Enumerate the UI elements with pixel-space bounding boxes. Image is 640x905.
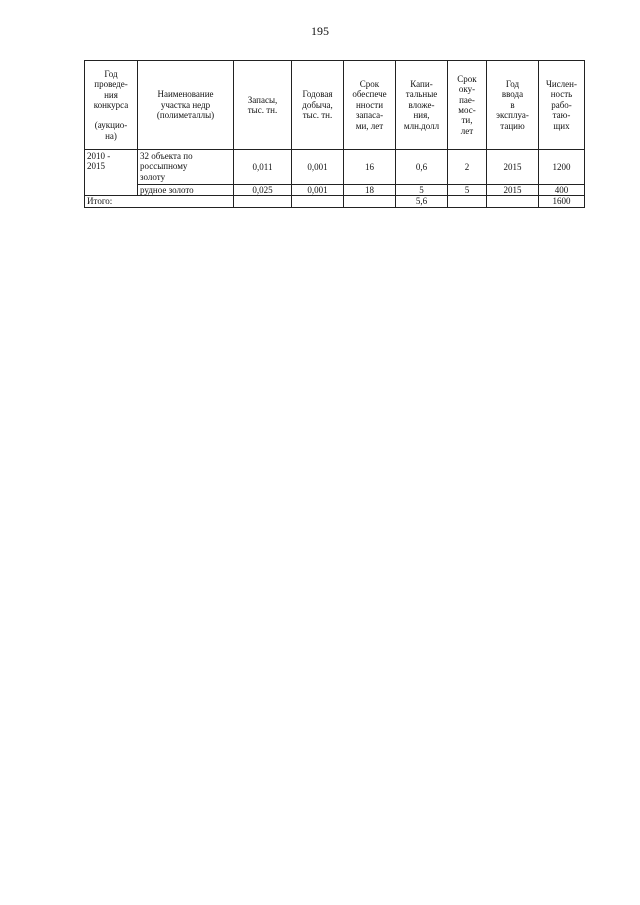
cell-payback: 2 bbox=[448, 150, 487, 185]
total-reserves bbox=[234, 196, 292, 207]
table-row bbox=[85, 150, 585, 185]
header-capital: Капи- тальные вложе- ния, млн.долл bbox=[396, 61, 448, 150]
total-payback bbox=[448, 196, 487, 207]
header-name: Наименование участка недр (полиметаллы) bbox=[138, 61, 234, 150]
cell-supply: 18 bbox=[344, 185, 396, 196]
cell-staff: 1200 bbox=[539, 150, 585, 185]
table-row bbox=[85, 185, 585, 196]
cell-annual: 0,001 bbox=[292, 150, 344, 185]
header-annual: Годовая добыча, тыс. тн. bbox=[292, 61, 344, 150]
header-row bbox=[85, 61, 585, 150]
cell-commission: 2015 bbox=[487, 185, 539, 196]
header-staff: Числен- ность рабо- таю- щих bbox=[539, 61, 585, 150]
cell-name: 32 объекта по россыпному золоту bbox=[138, 150, 234, 185]
header-supply: Срок обеспече нности запаса- ми, лет bbox=[344, 61, 396, 150]
cell-capital: 0,6 bbox=[396, 150, 448, 185]
cell-reserves: 0,011 bbox=[234, 150, 292, 185]
header-commission: Год ввода в эксплуа- тацию bbox=[487, 61, 539, 150]
cell-commission: 2015 bbox=[487, 150, 539, 185]
cell-year: 2010 - 2015 bbox=[85, 150, 138, 196]
page-number: 195 bbox=[311, 24, 329, 38]
total-row bbox=[85, 196, 585, 207]
total-staff: 1600 bbox=[539, 196, 585, 207]
cell-name: рудное золото bbox=[138, 185, 234, 196]
header-year: Год проведе- ния конкурса (аукцио- на) bbox=[85, 61, 138, 150]
header-payback: Срок оку- пае- мос- ти, лет bbox=[448, 61, 487, 150]
total-supply bbox=[344, 196, 396, 207]
total-annual bbox=[292, 196, 344, 207]
cell-payback: 5 bbox=[448, 185, 487, 196]
cell-supply: 16 bbox=[344, 150, 396, 185]
header-reserves: Запасы, тыс. тн. bbox=[234, 61, 292, 150]
cell-reserves: 0,025 bbox=[234, 185, 292, 196]
cell-capital: 5 bbox=[396, 185, 448, 196]
total-commission bbox=[487, 196, 539, 207]
total-capital: 5,6 bbox=[396, 196, 448, 207]
cell-annual: 0,001 bbox=[292, 185, 344, 196]
cell-staff: 400 bbox=[539, 185, 585, 196]
total-label: Итого: bbox=[85, 196, 234, 207]
data-table bbox=[84, 60, 585, 208]
